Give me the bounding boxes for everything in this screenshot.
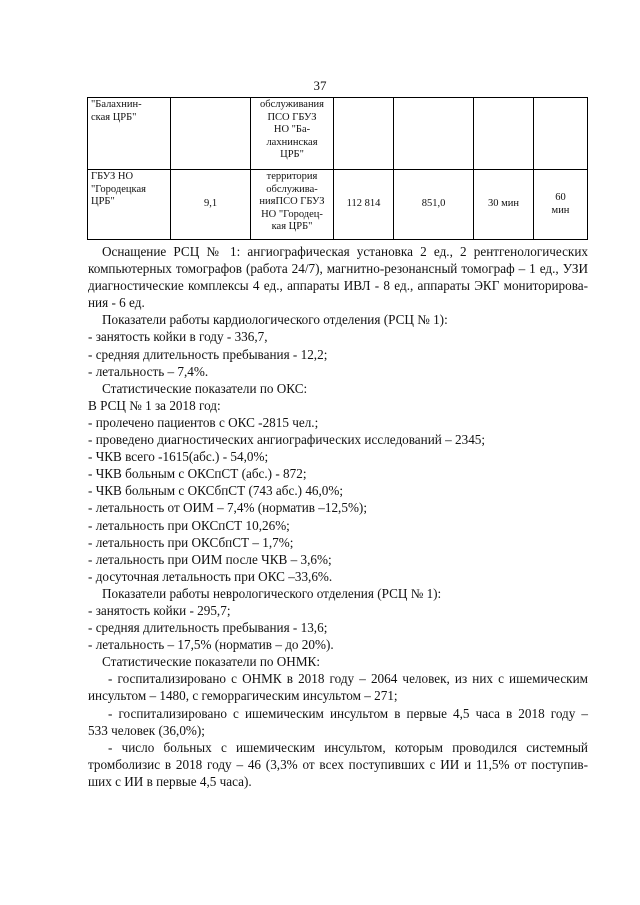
text-line: диагностические комплексы 4 ед., аппараты ИВЛ - 8 ед., аппараты ЭКГ мониторирова- <box>88 278 588 294</box>
table-cell-time-norm <box>534 170 588 240</box>
text-line: В РСЦ № 1 за 2018 год: <box>88 397 221 413</box>
text-line: - госпитализировано с ОНМК в 2018 году – 2064 человек, из них с ишемическим <box>108 671 588 687</box>
cell-line: "Балахнин- <box>91 99 142 110</box>
text-line: - пролечено пациентов с ОКС -2815 чел.; <box>88 414 319 430</box>
text-line: - летальность от ОИМ – 7,4% (норматив –12,5%); <box>88 500 367 516</box>
text-line: - средняя длительность пребывания - 13,6; <box>88 620 328 636</box>
table-cell-territory <box>251 98 334 170</box>
text-line: - занятость койки - 295,7; <box>88 602 231 618</box>
text-line: ния - 6 ед. <box>88 295 145 311</box>
table-cell <box>171 98 251 170</box>
cell-line: территория <box>266 171 318 182</box>
text-line: - летальность – 7,4%. <box>88 363 209 379</box>
table-cell-territory <box>251 170 334 240</box>
cell-line: НО "Городец- <box>261 208 323 220</box>
table-cell <box>534 98 588 170</box>
table-cell-population: 112 814 <box>334 170 394 240</box>
cell-line: 60 <box>555 192 566 203</box>
cell-line: ЦРБ" <box>91 196 115 207</box>
cell-line: ЦРБ" <box>280 149 304 160</box>
cell-line: кая ЦРБ" <box>271 221 313 232</box>
text-line: - занятость койки в году - 336,7, <box>88 329 268 345</box>
table-cell-facility <box>88 170 171 240</box>
text-line: ших с ИИ в первые 4,5 часа). <box>88 773 252 789</box>
text-line: - летальность при ОКСпСТ 10,26%; <box>88 517 290 533</box>
table-cell-time: 30 мин <box>474 170 534 240</box>
cell-line: ГБУЗ НО <box>91 171 134 182</box>
page-number: 37 <box>313 78 327 93</box>
cell-line: ПСО ГБУЗ <box>267 111 317 123</box>
table-cell-value: 851,0 <box>394 170 474 240</box>
cell-line: нияПСО ГБУЗ <box>259 196 325 207</box>
text-line: тромболизис в 2018 году – 46 (3,3% от всех поступивших с ИИ и 11,5% от поступив- <box>88 756 588 772</box>
cell-line: обслужива- <box>266 183 318 195</box>
table-cell <box>334 98 394 170</box>
text-line: Оснащение РСЦ № 1: ангиографическая установка 2 ед., 2 рентгенологических <box>102 244 588 259</box>
document-body <box>88 243 588 790</box>
facilities-table <box>87 97 588 240</box>
table-cell-facility <box>88 98 171 170</box>
text-line: инсультом – 1480, с геморрагическим инсультом – 271; <box>88 688 398 704</box>
text-line: Показатели работы неврологического отделения (РСЦ № 1): <box>102 585 442 601</box>
text-line: - число больных с ишемическим инсультом, которым проводился системный <box>108 739 588 755</box>
cell-line: мин <box>551 204 570 216</box>
text-line: компьютерных томографов (работа 24/7), магнитно-резонансный томограф – 1 ед., УЗИ <box>88 261 588 277</box>
cell-line: ская ЦРБ" <box>91 111 137 123</box>
text-line: - летальность при ОИМ после ЧКВ – 3,6%; <box>88 551 332 567</box>
cell-line: лахнинская <box>266 136 318 148</box>
text-line: Статистические показатели по ОКС: <box>102 380 308 396</box>
table-row <box>88 170 588 240</box>
text-line: 533 человек (36,0%); <box>88 722 205 738</box>
table-cell <box>394 98 474 170</box>
text-line: - досуточная летальность при ОКС –33,6%. <box>88 568 333 584</box>
text-line: - госпитализировано с ишемическим инсультом в первые 4,5 часа в 2018 году – <box>108 705 588 721</box>
cell-line: НО "Ба- <box>273 124 311 135</box>
text-line: - летальность – 17,5% (норматив – до 20%). <box>88 637 334 653</box>
text-line: - проведено диагностических ангиографических исследований – 2345; <box>88 432 486 448</box>
table-row <box>88 98 588 170</box>
text-line: - ЧКВ всего -1615(абс.) - 54,0%; <box>88 449 269 465</box>
text-line: Статистические показатели по ОНМК: <box>102 654 320 670</box>
cell-line: "Городецкая <box>91 183 146 195</box>
text-line: - средняя длительность пребывания - 12,2; <box>88 346 328 362</box>
text-line: - летальность при ОКСбпСТ – 1,7%; <box>88 534 294 550</box>
cell-line: обслуживания <box>259 99 325 110</box>
table-cell-area: 9,1 <box>171 170 251 240</box>
text-line: Показатели работы кардиологического отделения (РСЦ № 1): <box>102 312 448 328</box>
text-line: - ЧКВ больным с ОКСбпСТ (743 абс.) 46,0%; <box>88 483 344 499</box>
table-cell <box>474 98 534 170</box>
text-line: - ЧКВ больным с ОКСпСТ (абс.) - 872; <box>88 466 307 482</box>
